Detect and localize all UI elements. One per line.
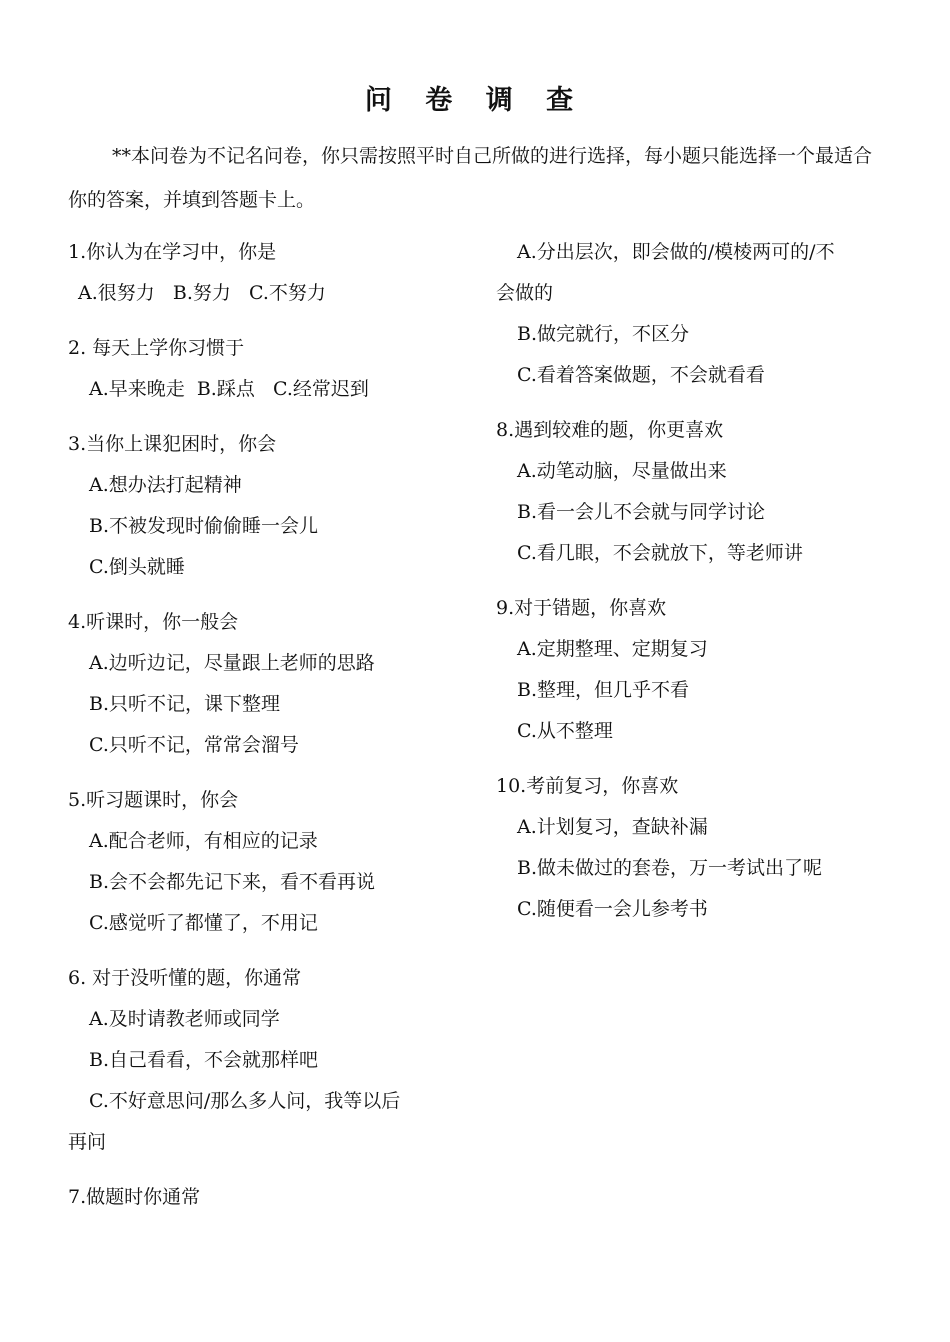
question-options: A.早来晚走 B.踩点 C.经常迟到 (89, 378, 369, 400)
option-c: C.感觉听了都懂了，不用记 (89, 912, 318, 934)
intro-text: **本问卷为不记名问卷，你只需按照平时自己所做的进行选择，每小题只能选择一个最适合你的答案，并填到答题卡上。 (68, 145, 873, 211)
option-b: B.不被发现时偷偷睡一会儿 (89, 515, 319, 537)
option-c: C.不好意思问/那么多人问，我等以后 (89, 1090, 401, 1112)
question-8 (496, 410, 896, 574)
option-a: A.及时请教老师或同学 (89, 1008, 280, 1030)
question-text: 7.做题时你通常 (68, 1186, 201, 1208)
question-text: 3.当你上课犯困时，你会 (68, 433, 277, 455)
question-2 (68, 328, 468, 410)
question-text: 6. 对于没听懂的题，你通常 (68, 967, 302, 989)
option-a: A.配合老师，有相应的记录 (89, 830, 318, 852)
option-b: B.做完就行，不区分 (517, 323, 690, 345)
question-7-continued (496, 232, 896, 396)
option-b: B.整理，但几乎不看 (517, 679, 690, 701)
option-c: C.倒头就睡 (89, 556, 185, 578)
question-options: A.很努力 B.努力 C.不努力 (78, 282, 326, 304)
option-c: C.只听不记，常常会溜号 (89, 734, 299, 756)
question-5 (68, 780, 468, 944)
option-a: A.分出层次，即会做的/模棱两可的/不 (517, 241, 835, 263)
question-text: 10.考前复习，你喜欢 (496, 775, 679, 797)
option-a: A.想办法打起精神 (89, 474, 242, 496)
option-a-continued: 会做的 (496, 282, 554, 304)
option-a: A.定期整理、定期复习 (517, 638, 708, 660)
question-9 (496, 588, 896, 752)
question-1 (68, 232, 468, 314)
option-a: A.计划复习，查缺补漏 (517, 816, 708, 838)
option-c: C.从不整理 (517, 720, 613, 742)
question-text: 8.遇到较难的题，你更喜欢 (496, 419, 724, 441)
option-b: B.会不会都先记下来，看不看再说 (89, 871, 376, 893)
right-column (496, 232, 896, 944)
question-3 (68, 424, 468, 588)
question-text: 2. 每天上学你习惯于 (68, 337, 245, 359)
option-b: B.自己看看，不会就那样吧 (89, 1049, 319, 1071)
question-text: 4.听课时，你一般会 (68, 611, 239, 633)
question-text: 1.你认为在学习中，你是 (68, 241, 277, 263)
question-10 (496, 766, 896, 930)
option-c-continued: 再问 (68, 1131, 107, 1153)
question-4 (68, 602, 468, 766)
option-c: C.看着答案做题，不会就看看 (517, 364, 765, 386)
question-6 (68, 958, 468, 1163)
option-b: B.做未做过的套卷，万一考试出了呢 (517, 857, 823, 879)
page-title: 问 卷 调 查 (364, 85, 586, 116)
question-text: 5.听习题课时，你会 (68, 789, 239, 811)
option-a: A.动笔动脑，尽量做出来 (517, 460, 727, 482)
option-b: B.看一会儿不会就与同学讨论 (517, 501, 766, 523)
option-b: B.只听不记，课下整理 (89, 693, 281, 715)
option-a: A.边听边记，尽量跟上老师的思路 (89, 652, 375, 674)
question-text: 9.对于错题，你喜欢 (496, 597, 667, 619)
option-c: C.随便看一会儿参考书 (517, 898, 708, 920)
left-column (68, 232, 468, 1232)
question-7 (68, 1177, 468, 1218)
option-c: C.看几眼，不会就放下，等老师讲 (517, 542, 803, 564)
